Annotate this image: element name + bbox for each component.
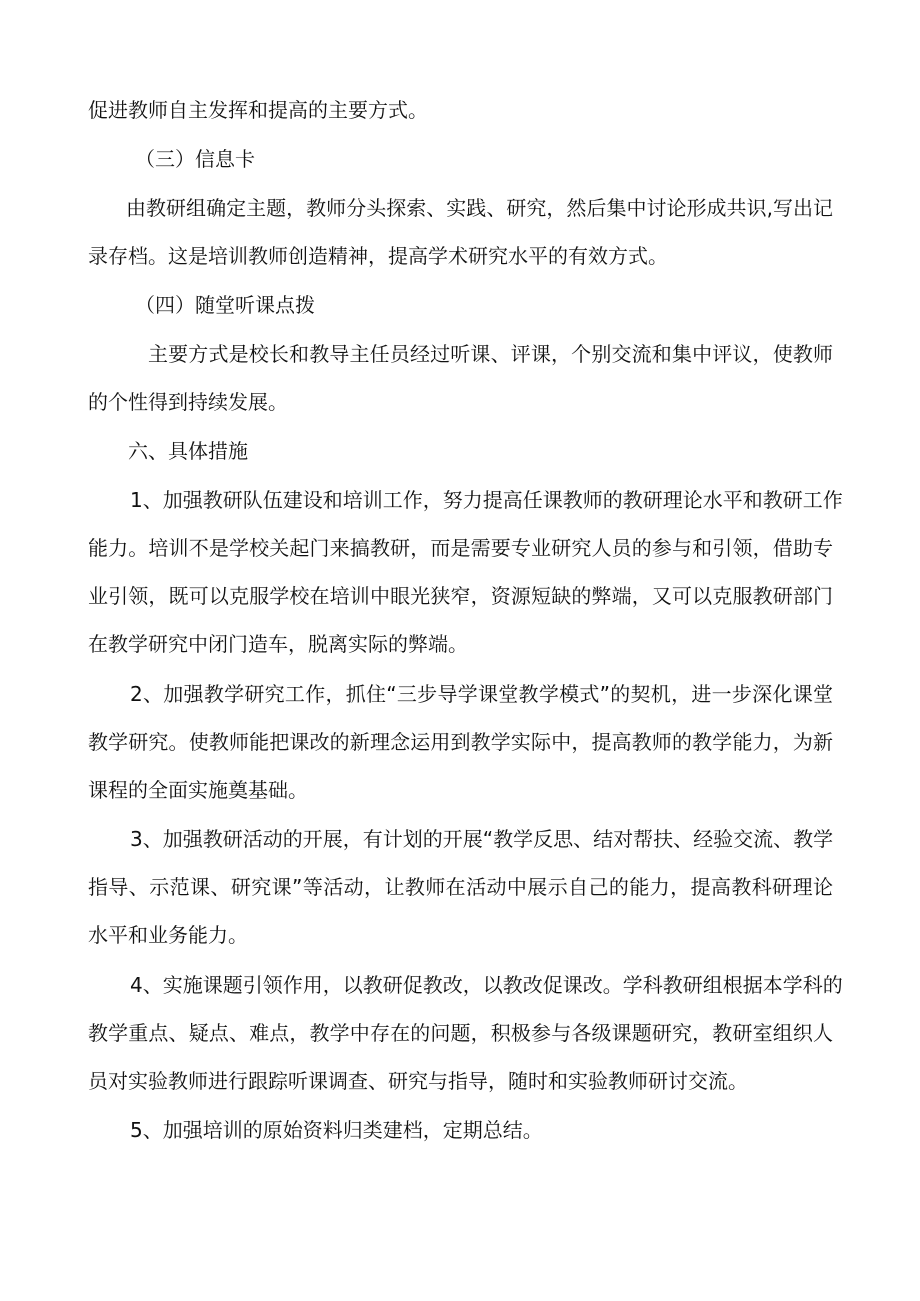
paragraph-measure-3 [88, 815, 833, 959]
paragraph-measure-5 [88, 1106, 833, 1154]
paragraph-measure-1 [88, 476, 843, 668]
paragraph-measure-2 [88, 670, 833, 814]
text-line: 录存档。这是培训教师创造精神，提高学术研究水平的有效方式。 [88, 244, 668, 268]
text-line: 水平和业务能力。 [88, 923, 248, 947]
section-heading-4: （四）随堂听课点拨 [135, 293, 315, 317]
paragraph-measure-4 [88, 961, 843, 1105]
text-line: 能力。培训不是学校关起门来搞教研，而是需要专业研究人员的参与和引领，借助专 [88, 536, 833, 560]
paragraph-continuation [88, 86, 833, 134]
text-line: 业引领，既可以克服学校在培训中眼光狭窄，资源短缺的弊端，又可以克服教研部门 [88, 584, 833, 608]
text-line: 4、实施课题引领作用，以教研促教改，以教改促课改。学科教研组根据本学科的 [130, 973, 843, 997]
text-line: 3、加强教研活动的开展，有计划的开展“教学反思、结对帮扶、经验交流、教学 [130, 827, 834, 851]
text-line: 促进教师自主发挥和提高的主要方式。 [88, 98, 428, 122]
text-line: 主要方式是校长和教导主任员经过听课、评课，个别交流和集中评议，使教师 [148, 342, 833, 366]
text-line: 课程的全面实施奠基础。 [88, 778, 308, 802]
text-line: 员对实验教师进行跟踪听课调查、研究与指导，随时和实验教师研讨交流。 [88, 1069, 748, 1093]
text-line: 教学重点、疑点、难点，教学中存在的问题，积极参与各级课题研究，教研室组织人 [88, 1021, 833, 1045]
text-line: 5、加强培训的原始资料归类建档，定期总结。 [130, 1118, 543, 1142]
text-line: 指导、示范课、研究课”等活动，让教师在活动中展示自己的能力，提高教科研理论 [88, 875, 833, 899]
text-line: 由教研组确定主题，教师分头探索、实践、研究，然后集中讨论形成共识,写出记 [126, 196, 833, 220]
text-line: 教学研究。使教师能把课改的新理念运用到教学实际中，提高教师的教学能力，为新 [88, 730, 833, 754]
text-line: 2、加强教学研究工作，抓住“三步导学课堂教学模式”的契机，进一步深化课堂 [130, 682, 833, 706]
section-heading-6: 六、具体措施 [128, 439, 248, 463]
paragraph-class-observation [88, 330, 833, 426]
text-line: 的个性得到持续发展。 [88, 390, 288, 414]
paragraph-info-card [88, 184, 833, 280]
text-line: 1、加强教研队伍建设和培训工作，努力提高任课教师的教研理论水平和教研工作 [130, 488, 843, 512]
text-line: 在教学研究中闭门造车，脱离实际的弊端。 [88, 632, 468, 656]
section-heading-3: （三）信息卡 [135, 147, 255, 171]
